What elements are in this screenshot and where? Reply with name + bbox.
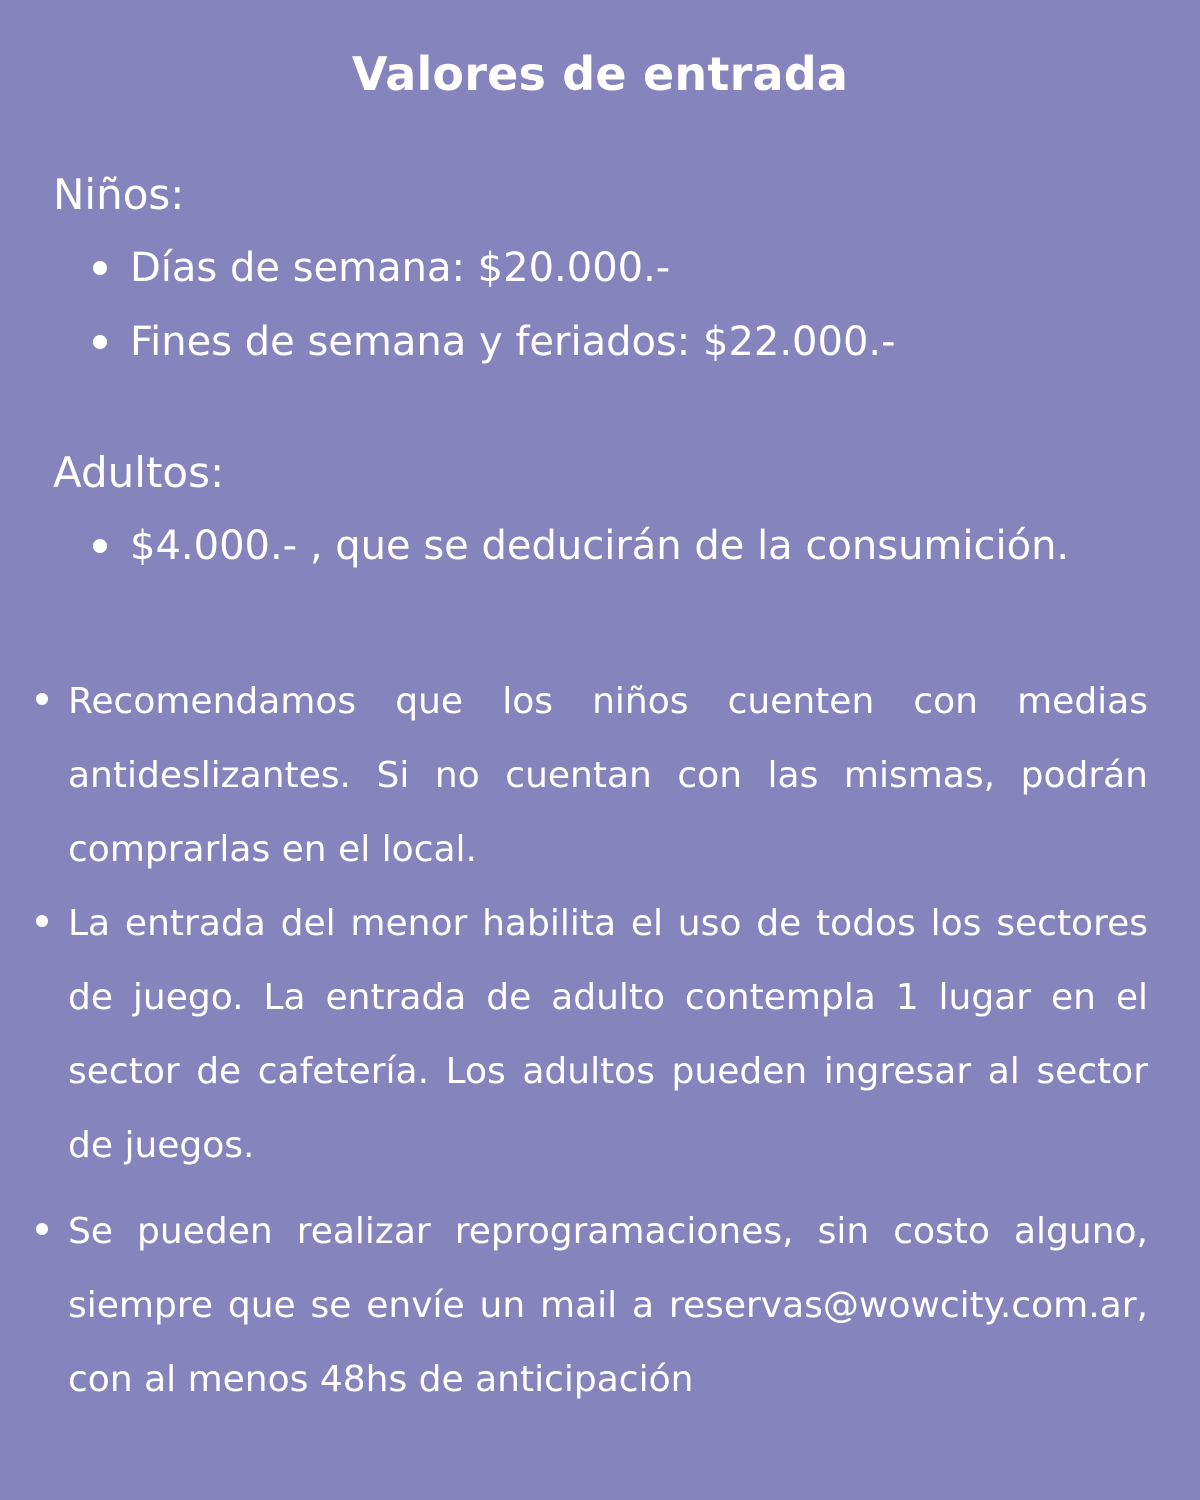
entry-note xyxy=(28,887,1148,1183)
reschedule-note-text: Se pueden realizar reprogramaciones, sin costo alguno, siempre que se envíe un mail a reservas@wowcity.com.ar, con al menos 48hs de anticipación xyxy=(68,1211,1148,1400)
policy-notes-list xyxy=(28,665,1148,1417)
adults-pricing-section xyxy=(53,446,1153,592)
weekend-price-text: Fines de semana y feriados: $22.000.- xyxy=(130,319,896,365)
kids-pricing-section xyxy=(53,168,1153,388)
bullet-icon xyxy=(93,539,107,553)
bullet-icon xyxy=(93,261,107,275)
bullet-icon xyxy=(36,915,48,927)
socks-note-text: Recomendamos que los niños cuenten con medias antideslizantes. Si no cuentan con las mismas, podrán comprarlas en el local. xyxy=(68,681,1148,870)
page-title: Valores de entrada xyxy=(351,47,849,101)
entry-note-text: La entrada del menor habilita el uso de todos los sectores de juego. La entrada de adulto contempla 1 lugar en el sector de cafetería. Los adultos pueden ingresar al sector de juegos. xyxy=(68,903,1148,1166)
socks-note xyxy=(28,665,1148,887)
kids-heading: Niños: xyxy=(53,170,185,219)
weekend-price-item xyxy=(53,314,1153,370)
bullet-icon xyxy=(36,1223,48,1235)
kids-price-list xyxy=(53,240,1153,370)
adult-price-item xyxy=(53,518,1153,574)
bullet-icon xyxy=(93,335,107,349)
adults-price-list xyxy=(53,518,1153,574)
adult-price-text: $4.000.- , que se deducirán de la consumición. xyxy=(130,523,1070,569)
weekday-price-item xyxy=(53,240,1153,296)
adults-heading: Adultos: xyxy=(53,448,225,497)
weekday-price-text: Días de semana: $20.000.- xyxy=(130,245,671,291)
reschedule-note xyxy=(28,1195,1148,1417)
bullet-icon xyxy=(36,693,48,705)
